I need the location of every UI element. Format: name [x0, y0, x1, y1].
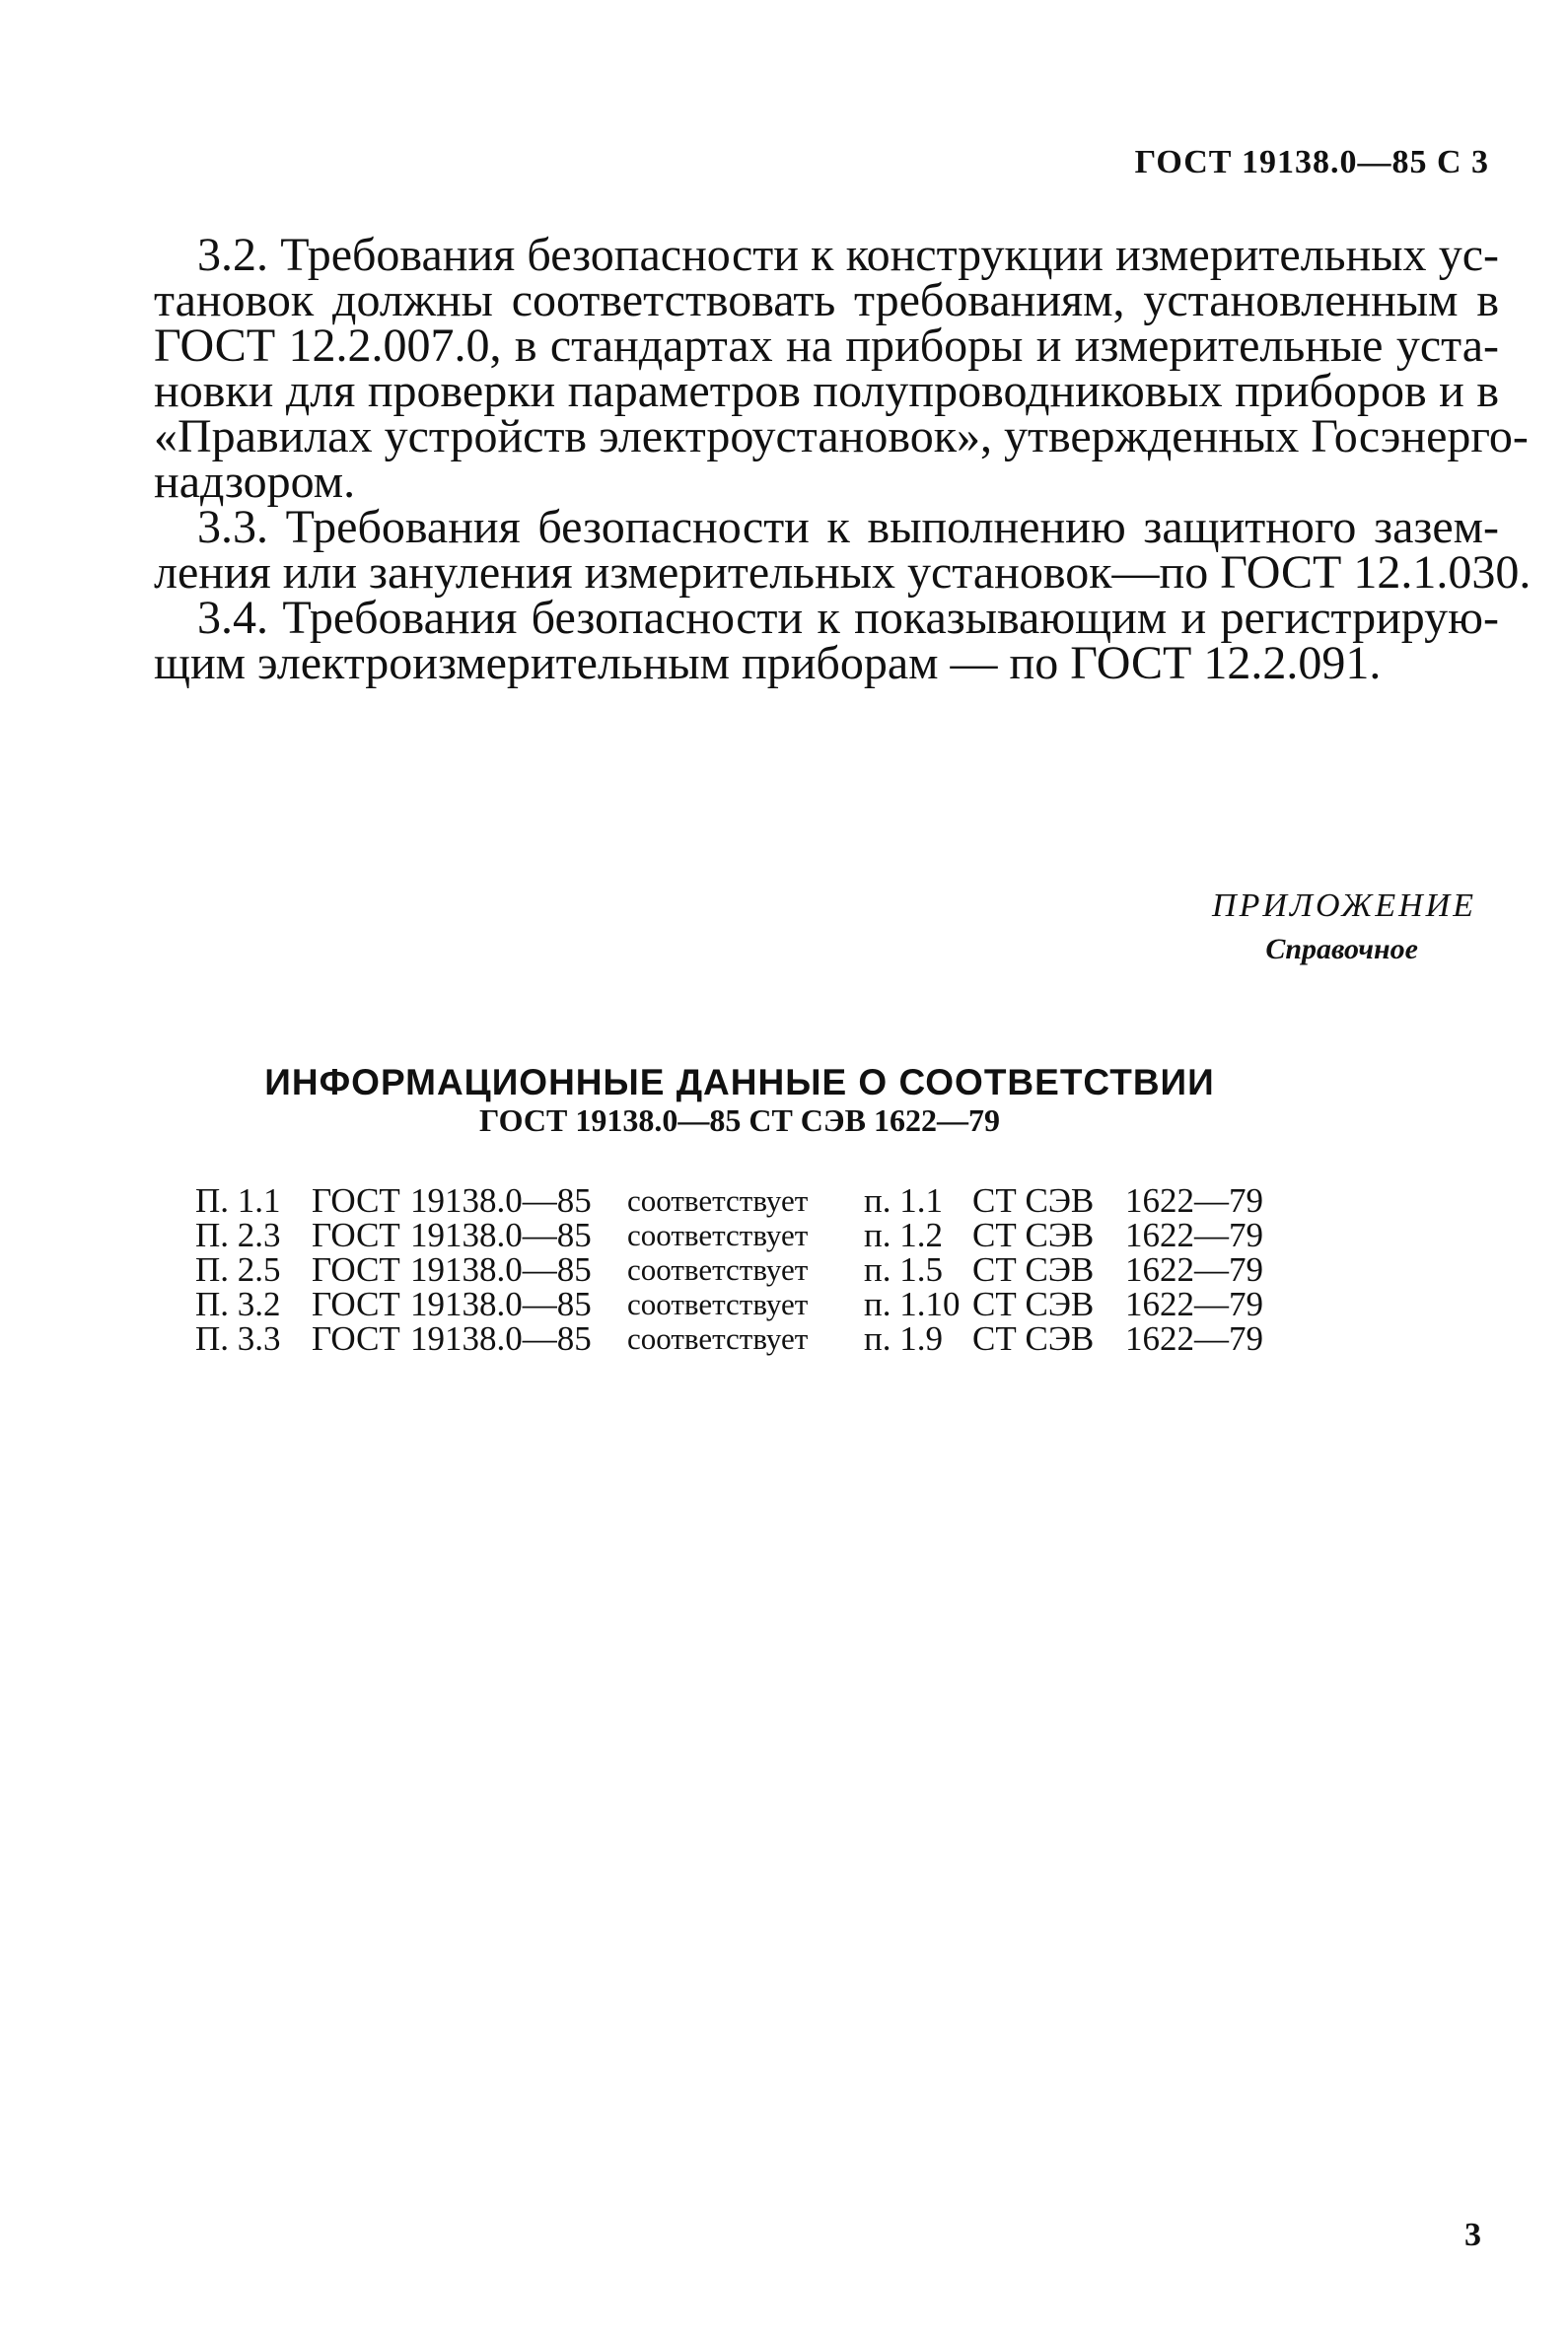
table-row [195, 1252, 1263, 1287]
std-cell: ГОСТ [312, 1319, 400, 1358]
table-row [195, 1183, 1263, 1218]
refnum-cell: 1622—79 [1125, 1319, 1263, 1358]
paragraph-3-2-line-1: 3.2. Требования безопасности к конструкции измерительных ус- [197, 229, 1499, 281]
ref-cell: СТ СЭВ [972, 1250, 1095, 1289]
paragraph-3-3-line-1: 3.3. Требования безопасности к выполнению защитного зазем- [197, 501, 1499, 553]
page-number: 3 [1464, 2217, 1481, 2253]
clause-cell: п. 1.9 [864, 1319, 943, 1358]
paragraph-3-4-line-1: 3.4. Требования безопасности к показывающим и регистрирую- [197, 592, 1499, 644]
paragraph-3-2-line-6: надзором. [154, 456, 356, 508]
std-cell: ГОСТ [312, 1216, 400, 1254]
verb-cell: соответствует [627, 1183, 809, 1218]
num-cell: 19138.0—85 [410, 1250, 592, 1289]
refnum-cell: 1622—79 [1125, 1181, 1263, 1220]
item-cell: П. 3.2 [195, 1285, 281, 1323]
refnum-cell: 1622—79 [1125, 1285, 1263, 1323]
table-row [195, 1218, 1263, 1252]
paragraph-3-2-line-2: тановок должны соответствовать требованиям, установленным в [154, 274, 1499, 326]
table-row [195, 1287, 1263, 1321]
num-cell: 19138.0—85 [410, 1319, 592, 1358]
clause-cell: п. 1.1 [864, 1181, 943, 1220]
ref-cell: СТ СЭВ [972, 1319, 1095, 1358]
body-text [154, 229, 1532, 689]
appendix-title: ПРИЛОЖЕНИЕ [1212, 887, 1476, 924]
paragraph-3-2-line-4: новки для проверки параметров полупроводниковых приборов и в [154, 365, 1499, 417]
std-cell: ГОСТ [312, 1285, 400, 1323]
item-cell: П. 1.1 [195, 1181, 281, 1220]
paragraph-3-2-line-3: ГОСТ 12.2.007.0, в стандартах на приборы и измерительные уста- [154, 319, 1499, 372]
info-subheading: ГОСТ 19138.0—85 СТ СЭВ 1622—79 [479, 1102, 1000, 1138]
refnum-cell: 1622—79 [1125, 1216, 1263, 1254]
item-cell: П. 3.3 [195, 1319, 281, 1358]
num-cell: 19138.0—85 [410, 1285, 592, 1323]
paragraph-3-2-line-5: «Правилах устройств электроустановок», утвержденных Госэнерго- [154, 410, 1529, 462]
running-header: ГОСТ 19138.0—85 С 3 [1134, 144, 1489, 180]
ref-cell: СТ СЭВ [972, 1285, 1095, 1323]
std-cell: ГОСТ [312, 1181, 400, 1220]
appendix-subtitle: Справочное [1265, 933, 1418, 965]
paragraph-3-3-line-2: ления или зануления измерительных установок—по ГОСТ 12.1.030. [154, 546, 1532, 599]
verb-cell: соответствует [627, 1252, 809, 1287]
verb-cell: соответствует [627, 1287, 809, 1321]
verb-cell: соответствует [627, 1218, 809, 1252]
correspondence-table [195, 1183, 1263, 1356]
refnum-cell: 1622—79 [1125, 1250, 1263, 1289]
num-cell: 19138.0—85 [410, 1181, 592, 1220]
clause-cell: п. 1.5 [864, 1250, 943, 1289]
item-cell: П. 2.5 [195, 1250, 281, 1289]
paragraph-3-4-line-2: щим электроизмерительным приборам — по ГОСТ 12.2.091. [154, 637, 1382, 689]
info-heading: ИНФОРМАЦИОННЫЕ ДАННЫЕ О СООТВЕТСТВИИ [264, 1062, 1215, 1102]
verb-cell: соответствует [627, 1321, 809, 1356]
ref-cell: СТ СЭВ [972, 1216, 1095, 1254]
std-cell: ГОСТ [312, 1250, 400, 1289]
clause-cell: п. 1.10 [864, 1285, 961, 1323]
ref-cell: СТ СЭВ [972, 1181, 1095, 1220]
num-cell: 19138.0—85 [410, 1216, 592, 1254]
item-cell: П. 2.3 [195, 1216, 281, 1254]
table-row [195, 1321, 1263, 1356]
clause-cell: п. 1.2 [864, 1216, 943, 1254]
